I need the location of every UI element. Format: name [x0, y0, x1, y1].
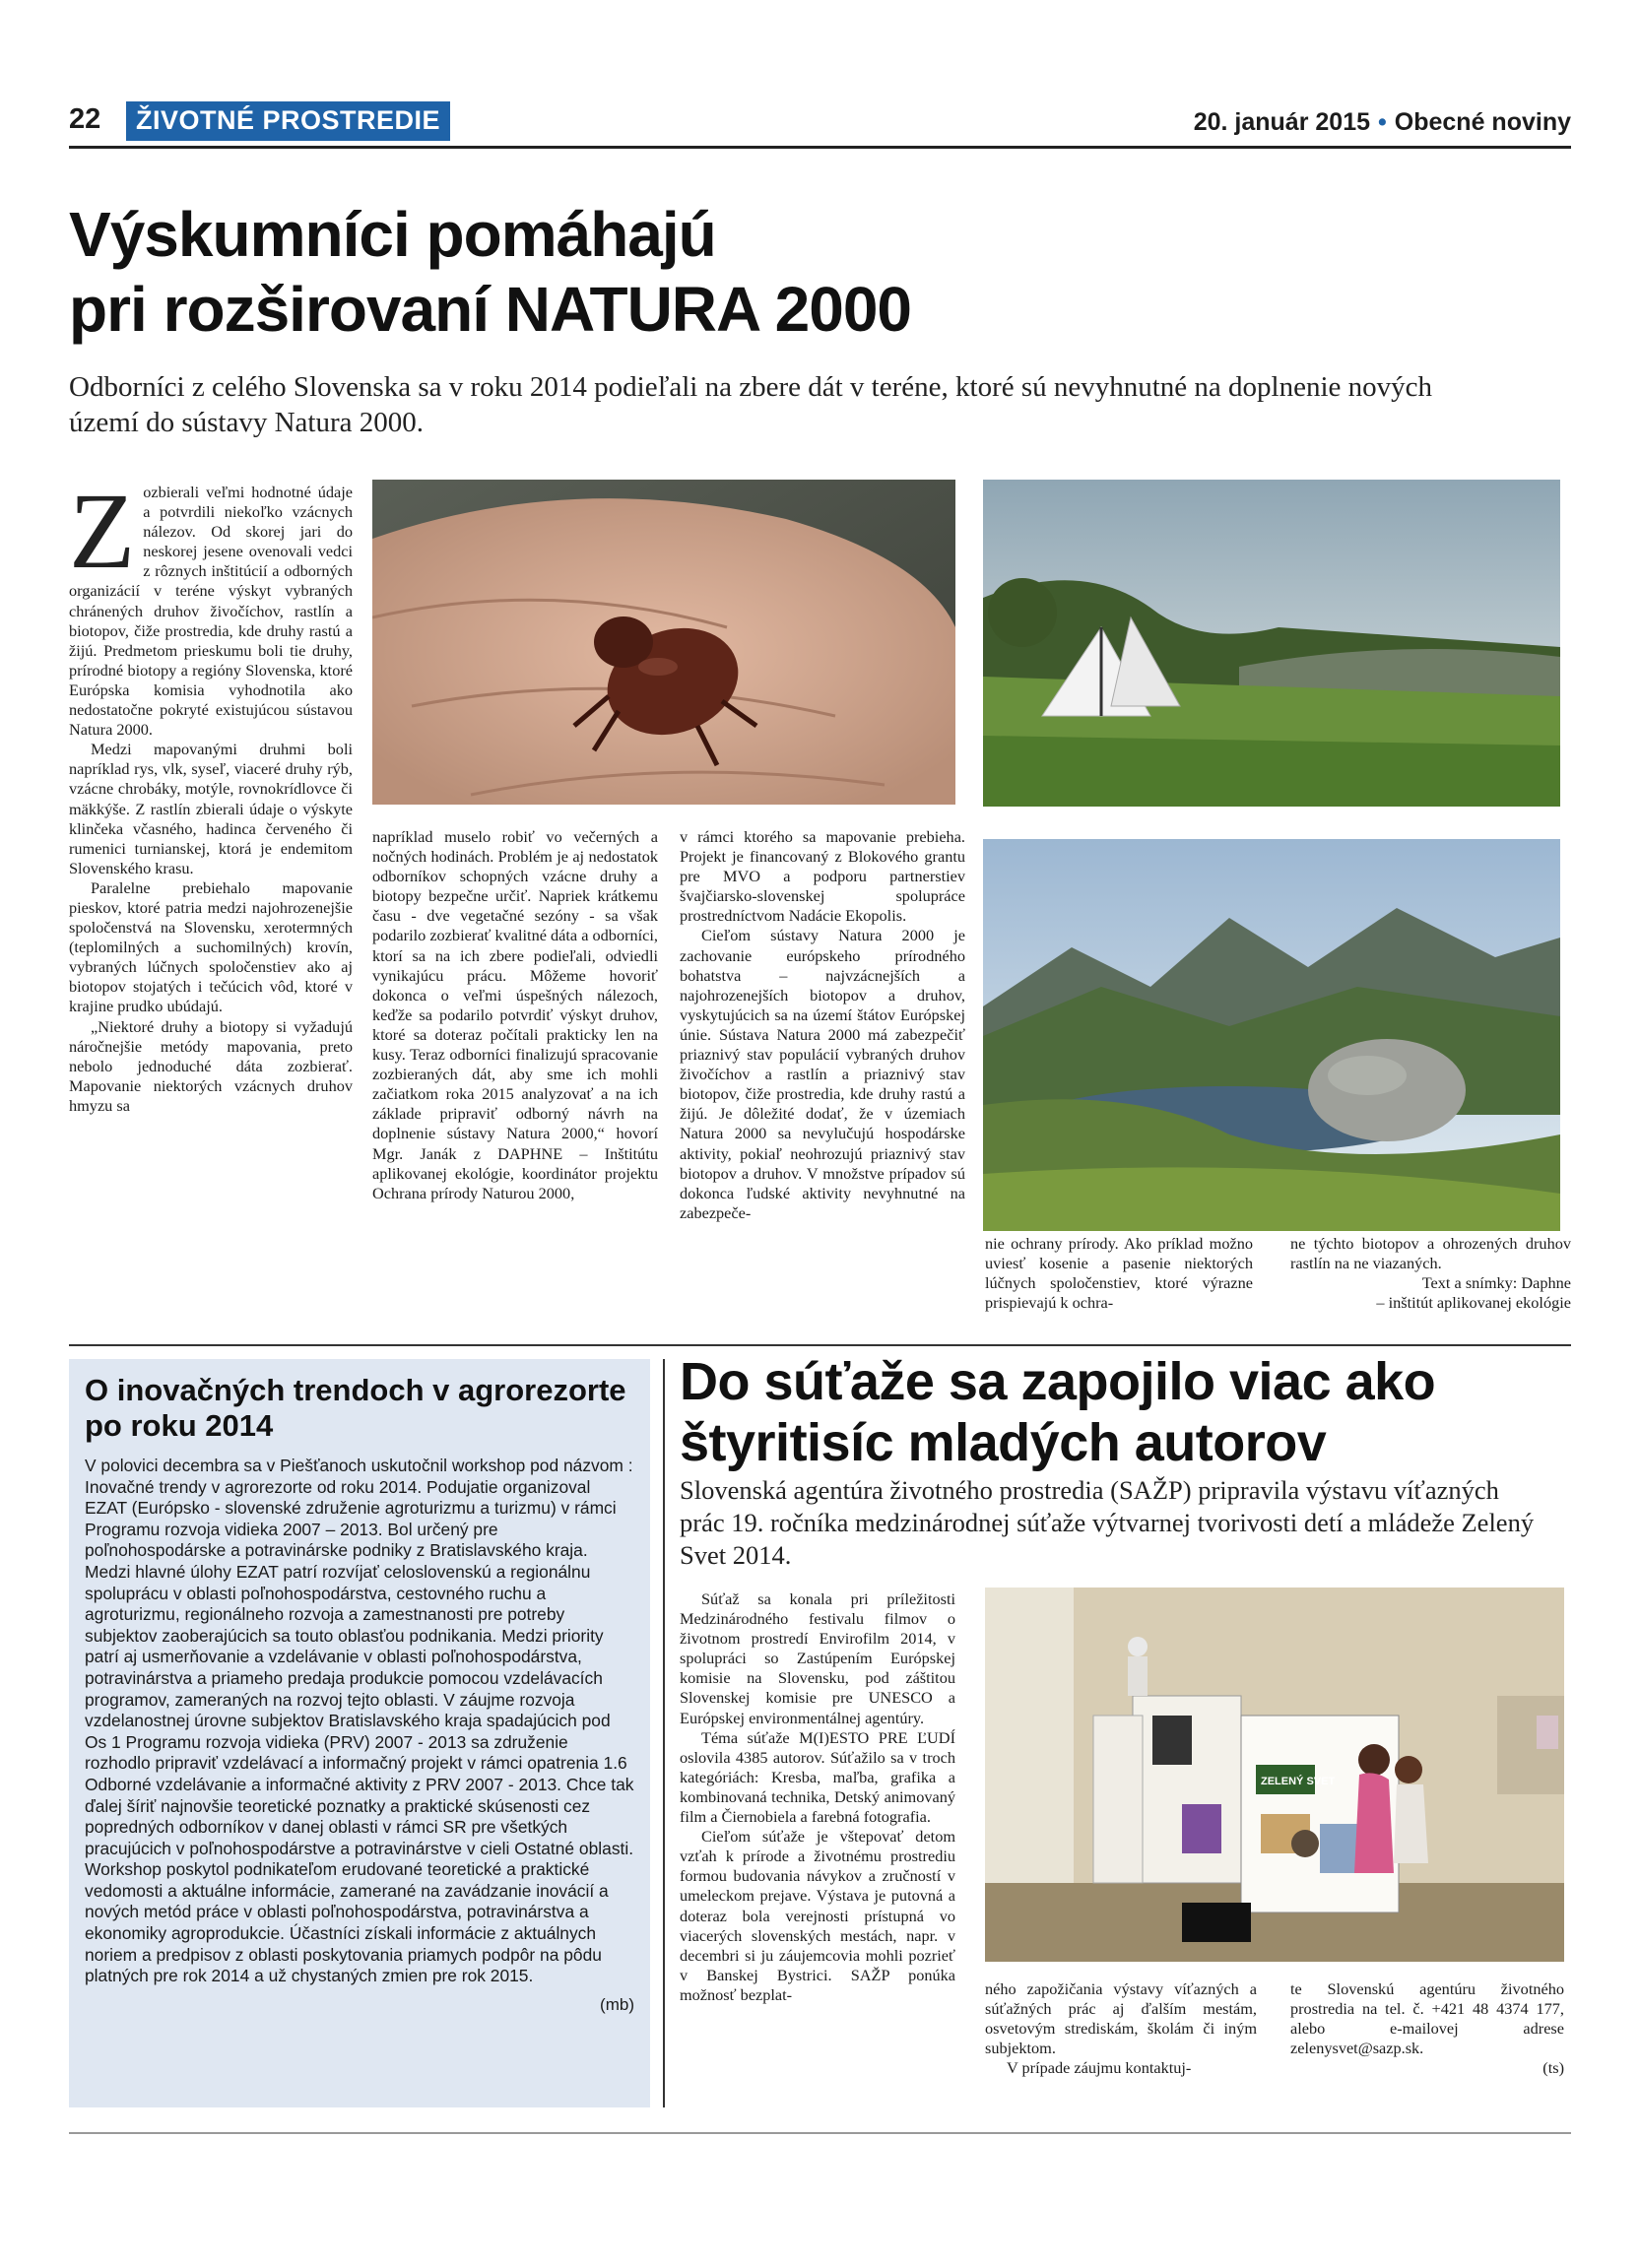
- headline-line-1: Do súťaže sa zapojilo viac ako: [680, 1352, 1436, 1411]
- headline-line-2: štyritisíc mladých autorov: [680, 1413, 1327, 1472]
- header-rule: [69, 146, 1571, 149]
- beetle-illustration: [372, 480, 955, 805]
- paragraph: Paralelne prebiehalo mapovanie pieskov, ktoré patria medzi najohrozenejšie spoločenstvá na Slovensku, xerotermných (teplomilných a suchomilných) krovín, vybraných lúčnych spoločenstiev ako aj biotopov stojatých i tečúcich vôd, ktoré v krajine prudko ubúdajú.: [69, 877, 353, 1016]
- page-number: 22: [69, 103, 101, 135]
- section-divider: [69, 1344, 1571, 1346]
- photo-credit: Text a snímky: Daphne: [1421, 1273, 1571, 1293]
- second-column-3: [1290, 1979, 1564, 2098]
- paragraph: Cieľom súťaže je vštepovať detom vzťah k prírode a životnému prostrediu formou budovania návykov a zručností v umeleckom prejave. Výstava je putovná a doteraz bola verejnosti prístupná vo viacerých slovenských mestách, napr. v decembri si ju záujemcovia mohli pozrieť v Banskej Bystrici. SAŽP ponúka možnosť bezplat-: [680, 1827, 955, 2004]
- second-column-1: [680, 1589, 955, 2102]
- paragraph: Medzi mapovanými druhmi boli napríklad rys, vlk, syseľ, viaceré druhy rýb, vzácne chrobáky, motýle, rovnokrídlovce či mäkkýše. Z rastlín zbierali údaje o výskyte klinčeka včasného, hadinca červeného či rumenici turnianskej, ktorá je endemitom Slovenského krasu.: [69, 740, 353, 877]
- sidebar-signature: (mb): [600, 1994, 634, 2014]
- tent-illustration: [983, 480, 1560, 807]
- paragraph: ného zapožičania výstavy víťazných a súťažných prác aj ďalším mestám, osvetovým strediskám, školám či iným subjektom.: [985, 1979, 1257, 2058]
- sidebar-text: V polovici decembra sa v Piešťanoch uskutočnil workshop pod názvom : Inovačné trendy v agrorezorte od roku 2014. Podujatie organizoval EZAT (Európsko - slovenské združenie agroturizmu a turizmu) v rámci Programu rozvoja vidieka 2007 – 2013. Bol určený pre poľnohospodárske a potravinárske podniky z Bratislavského kraja. Medzi hlavné úlohy EZAT patrí rozvíjať celoslovenskú a regionálnu spoluprácu v oblasti poľnohospodárstva, cestovného ruchu a agroturizmu, regionálneho rozvoja a zamestnanosti pre potreby subjektov zaoberajúcich sa touto oblasťou podnikania. Medzi priority patrí aj usmerňovanie a vzdelávanie v oblasti poľnohospodárstva, potravinárstva a priameho predaja produkcie pomocou vzdelávacích programov, zameraných na rozvoj tejto oblasti. V záujme rozvoja vzdelanostnej úrovne subjektov Bratislavského kraja spadajúcich pod Os 1 Programu rozvoja vidieka (PRV) 2007 - 2013 sa združenie rozhodlo pripraviť vzdelávací a informačný projekt v rámci opatrenia 1.6 Odborné vzdelávanie a informačné aktivity z PRV 2007 - 2013. Chce tak ďalej šíriť najnovšie teoretické poznatky a praktické skúsenosti cez popredných odborníkov v danej oblasti v rámci SR pre všetkých pracujúcich v poľnohospodárstve a potravinárstve v cieli Ostatné oblasti. Workshop poskytol podnikateľom erudované teoretické a praktické vedomosti a aktuálne informácie, zamerané na zavádzanie inovácií a nových metód práce v oblasti poľnohospodárstva, potravinárstva a ekonomiky agroprodukcie. Účastníci získali informácie z aktuálnych noriem a predpisov z oblasti poskytovania priamych podpôr na pôdu platných pre rok 2014 a už chystaných zmien pre rok 2015.: [85, 1456, 634, 1986]
- exhibition-photo: [985, 1588, 1564, 1962]
- photo-credit-org: – inštitút aplikovanej ekológie: [1376, 1293, 1571, 1313]
- column-divider: [663, 1359, 665, 2107]
- article-column-2: [372, 827, 658, 1329]
- drop-cap: Z: [69, 471, 136, 591]
- second-lead: Slovenská agentúra životného prostredia (SAŽP) pripravila výstavu víťazných prác 19. ročníka medzinárodnej súťaže výtvarnej tvorivosti detí a mládeže Zelený Svet 2014.: [680, 1475, 1535, 1570]
- paragraph: te Slovenskú agentúru životného prostredia na tel. č. +421 48 4374 177, alebo e-mailovej adrese zelenysvet@sazp.sk.: [1290, 1979, 1564, 2058]
- paragraph: ne týchto biotopov a ohrozených druhov rastlín na ne viazaných.: [1290, 1234, 1571, 1273]
- paragraph-text: ozbierali veľmi hodnotné údaje a potvrdili niekoľko vzácnych nálezov. Od skorej jari do neskorej jesene ovenovali vedci z rôznych inštitúcií a odborných organizácií v teréne výskyt vybraných chránených druhov živočíchov, rastlín a biotopov, čiže prostredia, kde druhy rastú a žijú. Predmetom prieskumu boli tie druhy, prírodné biotopy a regióny Slovenska, ktoré Európska komisia vyhodnotila ako nedostatočne pokryté existujúcou sústavou Natura 2000.: [69, 483, 353, 740]
- tent-landscape-photo: [983, 480, 1560, 807]
- exhibition-illustration: [985, 1588, 1564, 1962]
- article-headline: [69, 197, 1251, 347]
- headline-line-1: Výskumníci pomáhajú: [69, 199, 716, 270]
- section-label: ŽIVOTNÉ PROSTREDIE: [126, 101, 450, 141]
- second-column-2: [985, 1979, 1257, 2098]
- paragraph: „Niektoré druhy a biotopy si vyžadujú náročnejšie metódy mapovania, preto nebolo jednoduché dáta zozbierať. Mapovanie niektorých vzácnych druhov hmyzu sa: [69, 1016, 353, 1115]
- paragraph: napríklad muselo robiť vo večerných a nočných hodinách. Problém je aj nedostatok odborníkov schopných vzácne druhy a biotopy bezpečne určiť. Napriek krátkemu času - dve vegetačné sezóny - sa však podarilo zozbierať kvalitné dáta a odborníci, ktorí sa na ich zbere podieľali, odviedli vynikajúcu prácu. Môžeme hovoriť dokonca o veľmi úspešných nálezoch, keďže sa podarilo potvrdiť výskyt druhov, ktoré sa doteraz počítali prakticky len na kusy. Teraz odborníci finalizujú spracovanie zozbieraných dát, aby sme ich mohli začiatkom roka 2015 analyzovať a na ich základe pripraviť odborný návrh na doplnenie sústavy Natura 2000,“ hovorí Mgr. Janák z DAPHNE – Inštitútu aplikovanej ekológie, koordinátor projektu Ochrana prírody Naturou 2000,: [372, 827, 658, 1202]
- sidebar-title: O inovačných trendoch v agrorezorte po roku 2014: [85, 1373, 626, 1443]
- article-lead: Odborníci z celého Slovenska sa v roku 2014 podieľali na zbere dát v teréne, ktoré sú nevyhnutné na doplnenie nových území do sústavy Natura 2000.: [69, 371, 1433, 438]
- masthead-info: [1194, 108, 1571, 137]
- mountain-lake-photo: [983, 839, 1560, 1231]
- beetle-on-hand-photo: [372, 480, 955, 805]
- sidebar-box: [69, 1359, 650, 2107]
- article-column-4: [985, 1234, 1253, 1328]
- publication-name: Obecné noviny: [1394, 108, 1571, 136]
- article-signature: (ts): [1542, 2058, 1564, 2078]
- second-headline: [680, 1351, 1546, 1473]
- paragraph: [69, 471, 353, 740]
- mountain-lake-illustration: [983, 839, 1560, 1231]
- issue-date: 20. január 2015: [1193, 108, 1371, 136]
- paragraph: nie ochrany prírody. Ako príklad možno uviesť kosenie a pasenie niektorých lúčnych spoločenstiev, ktoré výrazne prispievajú k ochra-: [985, 1234, 1253, 1313]
- poster-label: ZELENÝ SVET: [1261, 1776, 1336, 1787]
- paragraph: V prípade záujmu kontaktuj-: [1007, 2058, 1192, 2078]
- article-column-1: [69, 471, 353, 1329]
- paragraph: Cieľom sústavy Natura 2000 je zachovanie európskeho prírodného bohatstva – najvzácnejších a najohrozenejších biotopov a druhov, vyskytujúcich sa na území štátov Európskej únie. Sústava Natura 2000 má zabezpečiť priaznivý stav populácií vybraných druhov živočíchov a rastlín a priaznivý stav biotopov, čiže prostredia, kde druhy rastú a žijú. Je dôležité dodať, že v územiach Natura 2000 sa nevylučujú hospodárske aktivity, pokiaľ neohrozujú priaznivý stav biotopov a druhov. V množstve prípadov sú dokonca ľudské aktivity nevyhnutné na zabezpeče-: [680, 926, 965, 1222]
- article-column-5: [1290, 1234, 1571, 1328]
- paragraph: Súťaž sa konala pri príležitosti Medzinárodného festivalu filmov o životnom prostredí Envirofilm 2014, v spolupráci so Zastúpením Európskej komisie na Slovensku, pod záštitou Slovenskej komisie pre UNESCO a Európskej environmentálnej agentúry.: [680, 1589, 955, 1727]
- paragraph: v rámci ktorého sa mapovanie prebieha. Projekt je financovaný z Blokového grantu pre MVO a podporu partnerstiev švajčiarsko-slovenskej spolupráce prostredníctvom Nadácie Ekopolis.: [680, 827, 965, 926]
- bullet-separator: •: [1378, 108, 1387, 136]
- paragraph: Téma súťaže M(I)ESTO PRE ĽUDÍ oslovila 4385 autorov. Súťažilo sa v troch kategóriách: Kresba, maľba, grafika a kombinovaná technika, Detský animovaný film a Čiernobiela a farebná fotografia.: [680, 1727, 955, 1827]
- footer-rule: [69, 2132, 1571, 2134]
- headline-line-2: pri rozširovaní NATURA 2000: [69, 274, 911, 345]
- article-column-3: [680, 827, 965, 1329]
